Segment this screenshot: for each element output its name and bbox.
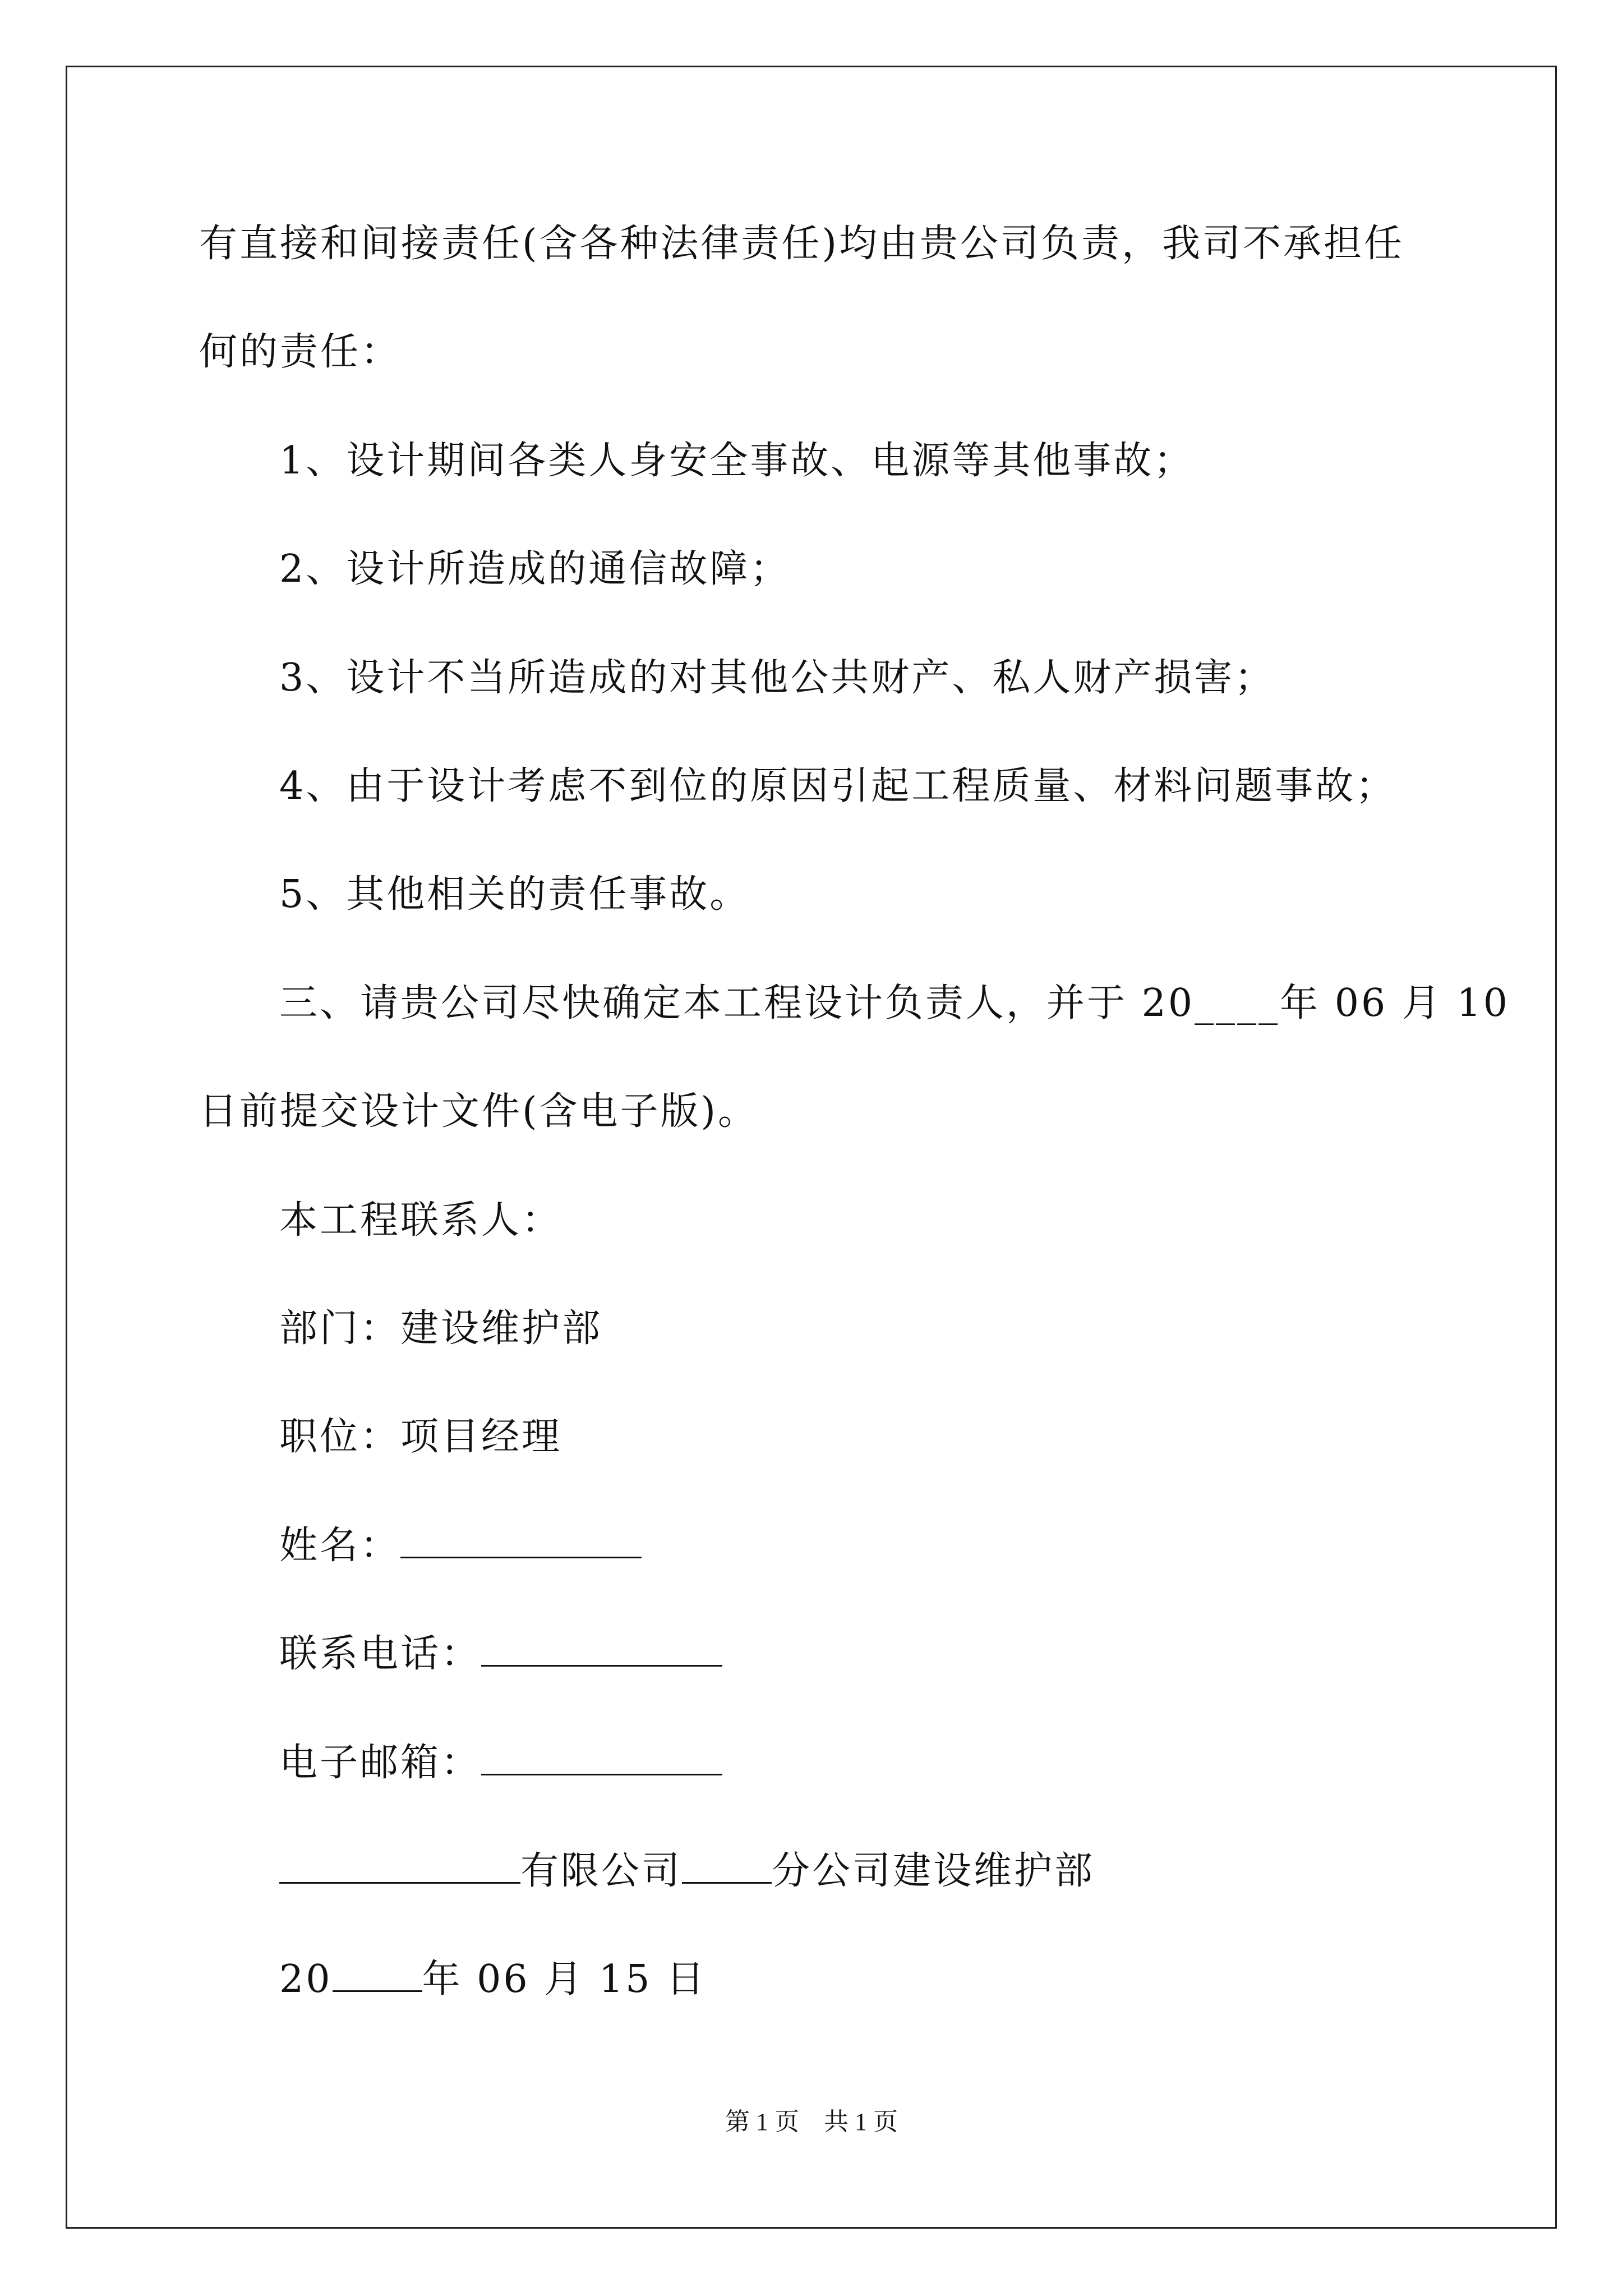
list-item-2: 2、设计所造成的通信故障；	[279, 547, 791, 591]
list-item-5: 5、其他相关的责任事故。	[279, 872, 750, 917]
body-line-1: 有直接和间接责任(含各种法律责任)均由贵公司负责，我司不承担任	[199, 222, 1405, 266]
signature-company-row	[279, 1849, 1095, 1894]
email-blank	[481, 1742, 722, 1775]
contact-phone-row	[279, 1632, 722, 1677]
contact-email-row	[279, 1741, 722, 1786]
date-prefix: 20	[279, 1957, 333, 2001]
contact-name-row	[279, 1524, 642, 1568]
company-suffix: 有限公司	[520, 1849, 683, 1893]
phone-blank	[481, 1634, 722, 1667]
date-suffix: 年 06 月 15 日	[422, 1957, 707, 2001]
signature-date-row	[279, 1957, 707, 2002]
name-blank	[400, 1525, 642, 1558]
page-border	[66, 66, 1557, 2229]
phone-label: 联系电话：	[279, 1632, 482, 1676]
branch-suffix: 分公司建设维护部	[772, 1849, 1095, 1893]
contact-position: 职位：项目经理	[279, 1415, 562, 1459]
list-item-1: 1、设计期间各类人身安全事故、电源等其他事故；	[279, 439, 1195, 483]
name-label: 姓名：	[279, 1524, 401, 1568]
year-blank	[333, 1959, 422, 1992]
section-three-line-2: 日前提交设计文件(含电子版)。	[199, 1089, 759, 1134]
branch-name-blank	[682, 1851, 772, 1884]
contact-department: 部门：建设维护部	[279, 1306, 603, 1351]
email-label: 电子邮箱：	[279, 1741, 482, 1785]
body-line-2: 何的责任：	[199, 330, 402, 374]
company-name-blank	[279, 1851, 520, 1884]
page-footer: 第 1 页 共 1 页	[725, 2108, 898, 2136]
list-item-3: 3、设计不当所造成的对其他公共财产、私人财产损害；	[279, 656, 1275, 700]
section-three-line-1: 三、请贵公司尽快确定本工程设计负责人，并于 20____年 06 月 10	[279, 981, 1510, 1025]
contact-heading: 本工程联系人：	[279, 1198, 562, 1243]
list-item-4: 4、由于设计考虑不到位的原因引起工程质量、材料问题事故；	[279, 764, 1396, 808]
